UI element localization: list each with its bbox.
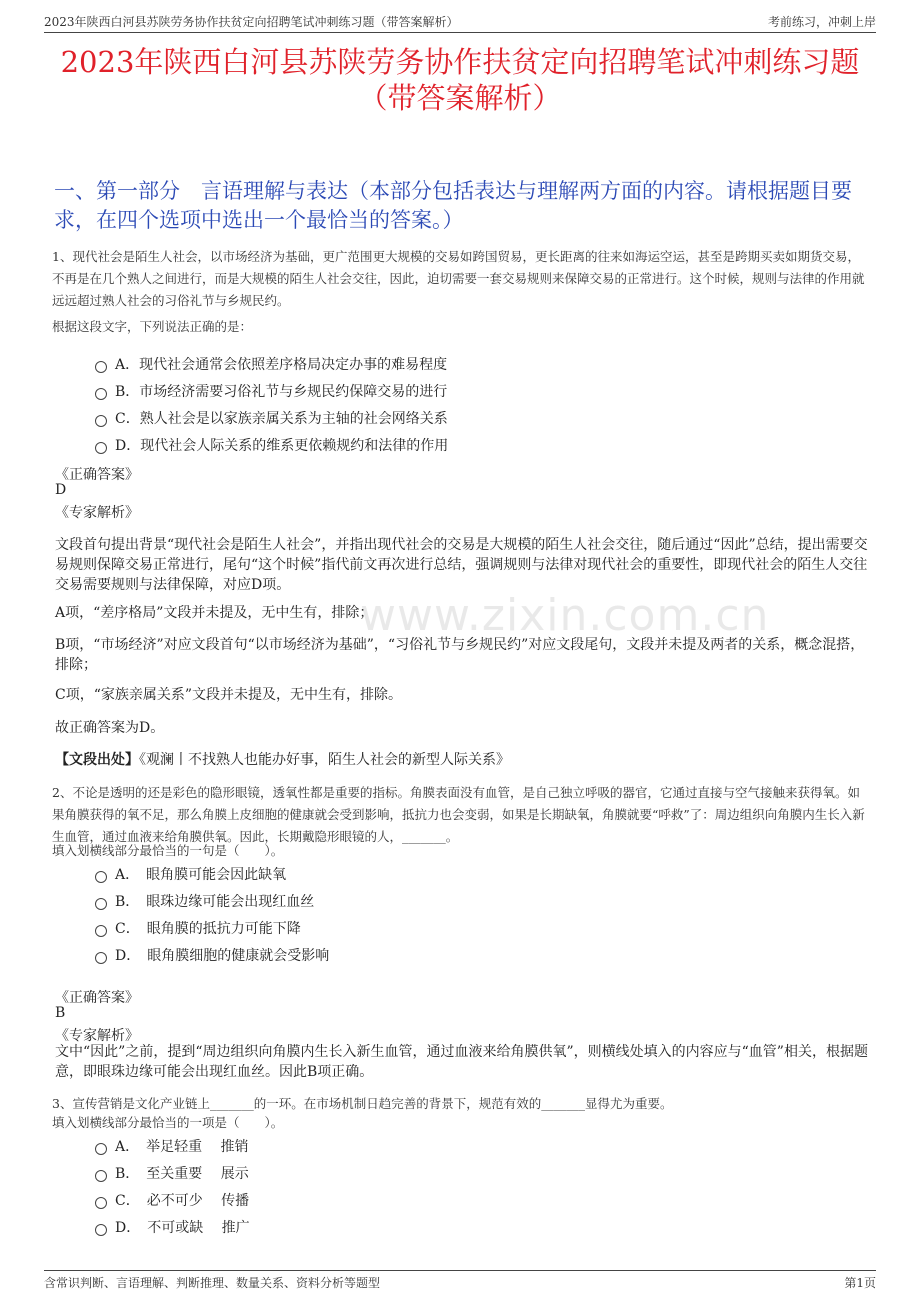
q2-option-d[interactable] (95, 945, 329, 965)
footer-question-types: 含常识判断、言语理解、判断推理、数量关系、资料分析等题型 (44, 1276, 381, 1290)
option-label: C． 眼角膜的抵抗力可能下降 (115, 921, 301, 937)
q3-option-b[interactable] (95, 1163, 249, 1183)
option-label: B． 眼珠边缘可能会出现红血丝 (115, 894, 315, 910)
q1-analysis-para-5: 故正确答案为D。 (55, 720, 165, 736)
option-label: C．熟人社会是以家族亲属关系为主轴的社会网络关系 (115, 411, 448, 427)
q1-analysis-para-2: A项，“差序格局”文段并未提及，无中生有，排除； (55, 605, 374, 621)
radio-icon[interactable] (95, 925, 107, 937)
q1-option-b[interactable] (95, 381, 447, 401)
q1-prompt: 根据这段文字，下列说法正确的是： (52, 319, 253, 334)
radio-icon[interactable] (95, 361, 107, 373)
q1-analysis-label: 《专家解析》 (55, 505, 139, 521)
q2-analysis-label: 《专家解析》 (55, 1028, 139, 1044)
q2-prompt: 填入划横线部分最恰当的一句是（ ）。 (52, 843, 284, 858)
page-footer (44, 1270, 876, 1293)
q3-option-a[interactable] (95, 1136, 249, 1156)
q1-analysis-para-4: C项，“家族亲属关系”文段并未提及，无中生有，排除。 (55, 687, 403, 703)
q1-source (55, 750, 868, 770)
option-label: D． 不可或缺 推广 (115, 1220, 250, 1236)
q2-answer: B (55, 1005, 66, 1021)
title-line-2: （带答案解析） (358, 81, 562, 115)
option-label: A． 举足轻重 推销 (115, 1139, 249, 1155)
radio-icon[interactable] (95, 1143, 107, 1155)
q2-option-b[interactable] (95, 891, 314, 911)
header-slogan: 考前练习，冲刺上岸 (767, 15, 876, 29)
q1-answer: D (55, 482, 67, 498)
option-label: A．现代社会通常会依照差序格局决定办事的难易程度 (115, 357, 448, 373)
radio-icon[interactable] (95, 871, 107, 883)
source-label: 【文段出处】 (55, 752, 139, 768)
watermark: www.zixin.com.cn (360, 590, 770, 641)
page-title (40, 44, 880, 116)
q1-analysis-para-3: B项，“市场经济”对应文段首句“以市场经济为基础”，“习俗礼节与乡规民约”对应文段尾句，文段并未提及两者的关系，概念混搭，排除； (55, 637, 865, 673)
section-heading: 一、第一部分 言语理解与表达（本部分包括表达与理解两方面的内容。请根据题目要求，在四个选项中选出一个最恰当的答案。） (54, 179, 852, 232)
radio-icon[interactable] (95, 388, 107, 400)
source-text: 《观澜丨不找熟人也能办好事，陌生人社会的新型人际关系》 (139, 752, 510, 768)
q2-analysis-para-1: 文中“因此”之前，提到“周边组织向角膜内生长入新生血管，通过血液来给角膜供氧”，则横线处填入的内容应与“血管”相关，根据题意，即眼珠边缘可能会出现红血丝。因此B项正确。 (55, 1044, 868, 1080)
q2-stem: 2、不论是透明的还是彩色的隐形眼镜，透氧性都是重要的指标。角膜表面没有血管，是自己独立呼吸的器官，它通过直接与空气接触来获得氧。如果角膜获得的氧不足，那么角膜上皮细胞的健康就会受到影响，抵抗力也会变弱，如果是长期缺氧，角膜就要“呼救”了：周边组织向角膜内生长入新生血管，通过血液来给角膜供氧。因此，长期戴隐形眼镜的人，_______。 (52, 785, 865, 844)
radio-icon[interactable] (95, 1224, 107, 1236)
radio-icon[interactable] (95, 1197, 107, 1209)
option-label: D． 眼角膜细胞的健康就会受影响 (115, 948, 330, 964)
q3-option-c[interactable] (95, 1190, 249, 1210)
q1-option-c[interactable] (95, 408, 448, 428)
q2-option-a[interactable] (95, 864, 286, 884)
radio-icon[interactable] (95, 415, 107, 427)
header-doc-title: 2023年陕西白河县苏陕劳务协作扶贫定向招聘笔试冲刺练习题（带答案解析） (44, 15, 459, 29)
q1-option-d[interactable] (95, 435, 448, 455)
q1-answer-label: 《正确答案》 (55, 467, 139, 483)
option-label: A． 眼角膜可能会因此缺氧 (115, 867, 287, 883)
q2-answer-label: 《正确答案》 (55, 990, 139, 1006)
option-label: D．现代社会人际关系的维系更依赖规约和法律的作用 (115, 438, 449, 454)
radio-icon[interactable] (95, 952, 107, 964)
title-line-1: 2023年陕西白河县苏陕劳务协作扶贫定向招聘笔试冲刺练习题 (60, 45, 860, 79)
radio-icon[interactable] (95, 442, 107, 454)
option-label: B．市场经济需要习俗礼节与乡规民约保障交易的进行 (115, 384, 448, 400)
radio-icon[interactable] (95, 898, 107, 910)
q3-stem: 3、宣传营销是文化产业链上_______的一环。在市场机制日趋完善的背景下，规范有效的_______显得尤为重要。 (52, 1096, 673, 1111)
q2-option-c[interactable] (95, 918, 301, 938)
page-header (44, 10, 876, 33)
q3-option-d[interactable] (95, 1217, 250, 1237)
q1-option-a[interactable] (95, 354, 447, 374)
q1-stem: 1、现代社会是陌生人社会，以市场经济为基础，更广范围更大规模的交易如跨国贸易，更长距离的往来如海运空运，甚至是跨期买卖如期货交易，不再是在几个熟人之间进行，而是大规模的陌生人社会交往，因此，迫切需要一套交易规则来保障交易的正常进行。这个时候，规则与法律的作用就远远超过熟人社会的习俗礼节与乡规民约。 (52, 249, 865, 308)
radio-icon[interactable] (95, 1170, 107, 1182)
q3-prompt: 填入划横线部分最恰当的一项是（ ）。 (52, 1115, 284, 1130)
option-label: C． 必不可少 传播 (115, 1193, 250, 1209)
q1-analysis-para-1: 文段首句提出背景“现代社会是陌生人社会”，并指出现代社会的交易是大规模的陌生人社会交往，随后通过“因此”总结，提出需要交易规则保障交易正常进行，尾句“这个时候”指代前文再次进行总结，强调规则与法律对现代社会的重要性，即现代社会的陌生人交往交易需要规则与法律保障，对应D项。 (55, 537, 868, 593)
option-label: B． 至关重要 展示 (115, 1166, 249, 1182)
page-number: 第1页 (844, 1276, 876, 1290)
